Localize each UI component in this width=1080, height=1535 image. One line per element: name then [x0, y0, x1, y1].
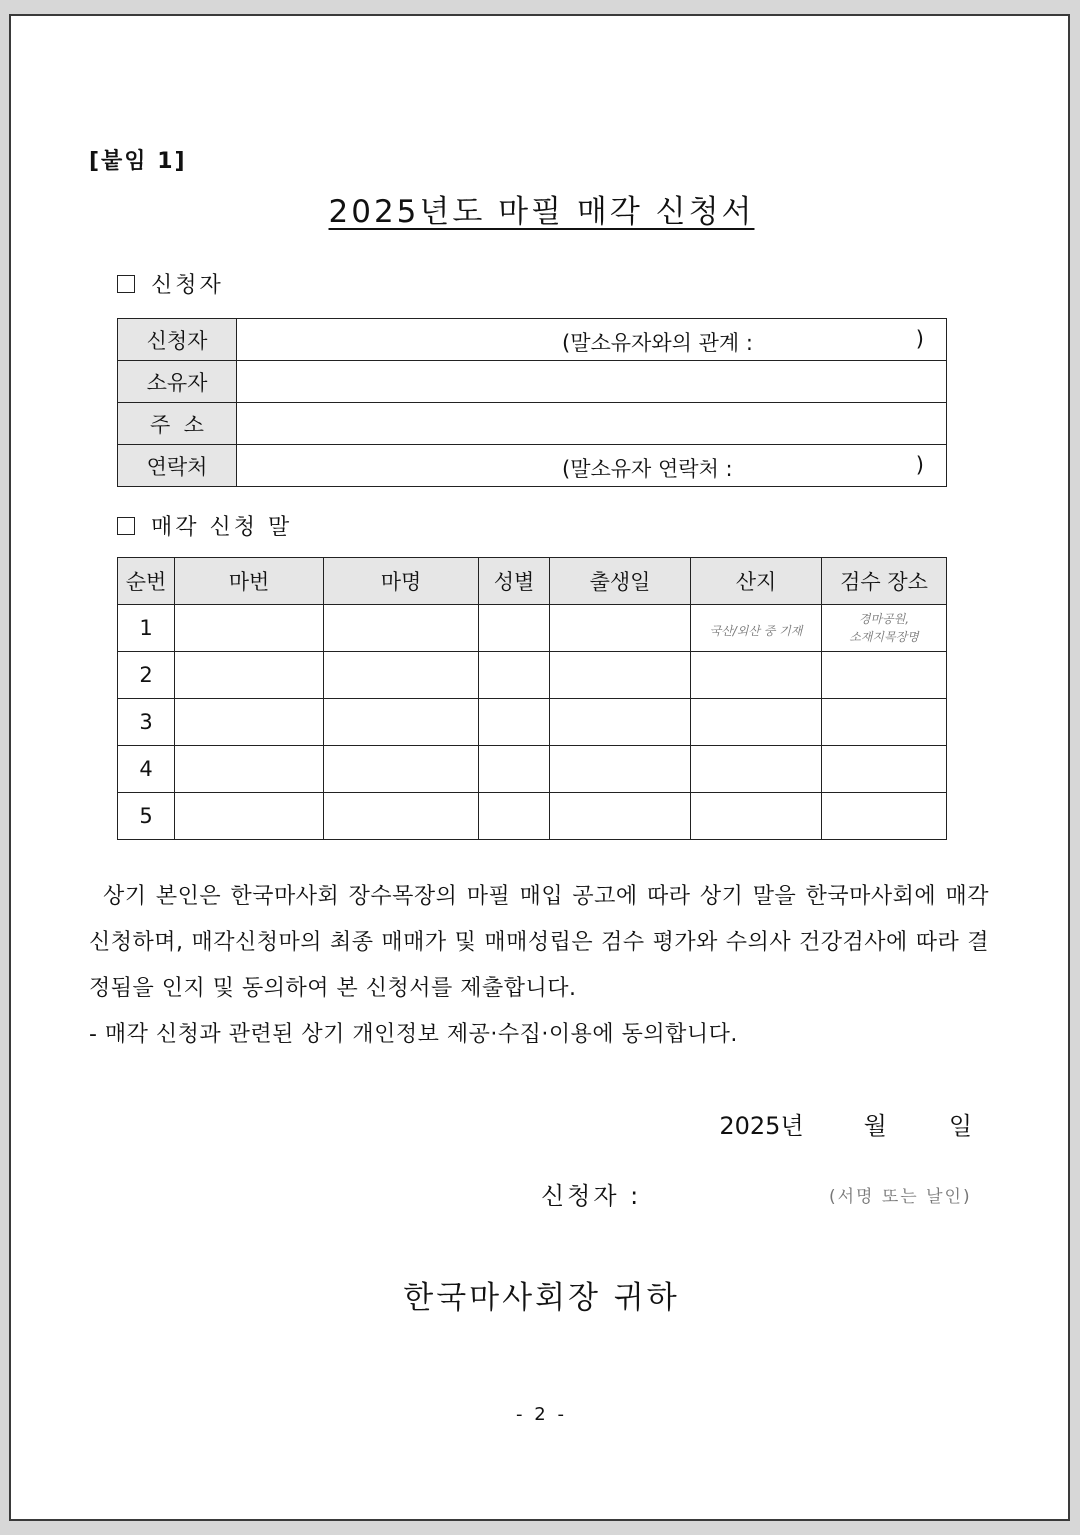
table-row: [118, 445, 947, 487]
row-header: 소유자: [118, 361, 237, 403]
row-number: 1: [118, 605, 175, 652]
address-field[interactable]: [237, 403, 947, 445]
col-header-horse-name: 마명: [324, 558, 479, 605]
form-title-wrapper: [11, 186, 1072, 231]
cell-horse-name[interactable]: [324, 793, 479, 840]
table-row: [118, 361, 947, 403]
contact-field[interactable]: [237, 445, 947, 487]
col-header-birth: 출생일: [550, 558, 691, 605]
date-year: 2025년: [719, 1112, 804, 1140]
section-checkbox-applicant[interactable]: [117, 275, 135, 293]
cell-place[interactable]: [822, 652, 947, 699]
signature-note: (서명 또는 날인): [829, 1187, 972, 1207]
cell-sex[interactable]: [479, 699, 550, 746]
consent-paragraph: [89, 874, 989, 1012]
cell-birth[interactable]: [550, 652, 691, 699]
cell-horse-number[interactable]: [175, 605, 324, 652]
relation-close: ): [915, 327, 924, 351]
section-checkbox-horses[interactable]: [117, 517, 135, 535]
row-header: 연락처: [118, 445, 237, 487]
addressee: 한국마사회장 귀하: [403, 1280, 680, 1316]
section-horses: [117, 510, 292, 541]
owner-field[interactable]: [237, 361, 947, 403]
cell-sex[interactable]: [479, 793, 550, 840]
signature-label: 신청자 :: [541, 1182, 642, 1210]
cell-horse-name[interactable]: [324, 652, 479, 699]
cell-horse-number[interactable]: [175, 793, 324, 840]
document-page: [9, 14, 1070, 1521]
cell-origin[interactable]: [691, 699, 822, 746]
date-line: [719, 1106, 972, 1141]
section-applicant: [117, 268, 224, 299]
cell-horse-number[interactable]: [175, 699, 324, 746]
col-header-sex: 성별: [479, 558, 550, 605]
consent-text: 상기 본인은 한국마사회 장수목장의 마필 매입 공고에 따라 상기 말을 한국마사회에 매각 신청하며, 매각신청마의 최종 매매가 및 매매성립은 검수 평가와 수의사 건강검사에 따라 결정됨을 인지 및 동의하여 본 신청서를 제출합니다.: [89, 884, 989, 1001]
owner-contact-note: (말소유자 연락처 :: [562, 457, 733, 481]
col-header-place: 검수 장소: [822, 558, 947, 605]
cell-origin[interactable]: [691, 746, 822, 793]
privacy-consent: - 매각 신청과 관련된 상기 개인정보 제공·수집·이용에 동의합니다.: [89, 1022, 738, 1047]
cell-origin[interactable]: [691, 793, 822, 840]
table-header-row: [118, 558, 947, 605]
cell-origin[interactable]: [691, 605, 822, 652]
col-header-no: 순번: [118, 558, 175, 605]
date-month: 월: [863, 1112, 887, 1140]
row-header: 신청자: [118, 319, 237, 361]
table-row: [118, 699, 947, 746]
cell-place[interactable]: [822, 605, 947, 652]
table-row: [118, 403, 947, 445]
cell-origin[interactable]: [691, 652, 822, 699]
date-spacer: [804, 1106, 864, 1141]
section-label-applicant: 신청자: [151, 273, 224, 298]
row-number: 3: [118, 699, 175, 746]
place-hint-line2: 소재지목장명: [849, 630, 919, 644]
cell-horse-name[interactable]: [324, 605, 479, 652]
cell-birth[interactable]: [550, 746, 691, 793]
cell-place[interactable]: [822, 746, 947, 793]
form-title: 2025년도 마필 매각 신청서: [328, 194, 755, 230]
cell-sex[interactable]: [479, 605, 550, 652]
cell-birth[interactable]: [550, 699, 691, 746]
cell-birth[interactable]: [550, 605, 691, 652]
applicant-table: [117, 318, 947, 487]
table-row: [118, 746, 947, 793]
row-number: 5: [118, 793, 175, 840]
cell-horse-name[interactable]: [324, 699, 479, 746]
table-row: [118, 605, 947, 652]
horse-table: [117, 557, 947, 840]
cell-horse-name[interactable]: [324, 746, 479, 793]
col-header-origin: 산지: [691, 558, 822, 605]
place-hint-line1: 경마공원,: [858, 612, 910, 626]
row-number: 4: [118, 746, 175, 793]
row-header: 주 소: [118, 403, 237, 445]
page-number: - 2 -: [516, 1404, 567, 1425]
cell-place[interactable]: [822, 793, 947, 840]
col-header-horse-number: 마번: [175, 558, 324, 605]
table-row: [118, 652, 947, 699]
cell-place[interactable]: [822, 699, 947, 746]
cell-horse-number[interactable]: [175, 746, 324, 793]
owner-contact-close: ): [915, 453, 924, 477]
date-day: 일: [948, 1112, 972, 1140]
cell-horse-number[interactable]: [175, 652, 324, 699]
attachment-label: [붙임 1]: [89, 149, 187, 174]
cell-sex[interactable]: [479, 652, 550, 699]
section-label-horses: 매각 신청 말: [151, 515, 293, 540]
date-spacer: [887, 1106, 949, 1141]
row-number: 2: [118, 652, 175, 699]
cell-birth[interactable]: [550, 793, 691, 840]
applicant-field[interactable]: [237, 319, 947, 361]
table-row: [118, 319, 947, 361]
origin-hint: 국산/외산 중 기재: [709, 624, 803, 638]
relation-note: (말소유자와의 관계 :: [562, 331, 753, 355]
cell-sex[interactable]: [479, 746, 550, 793]
table-row: [118, 793, 947, 840]
